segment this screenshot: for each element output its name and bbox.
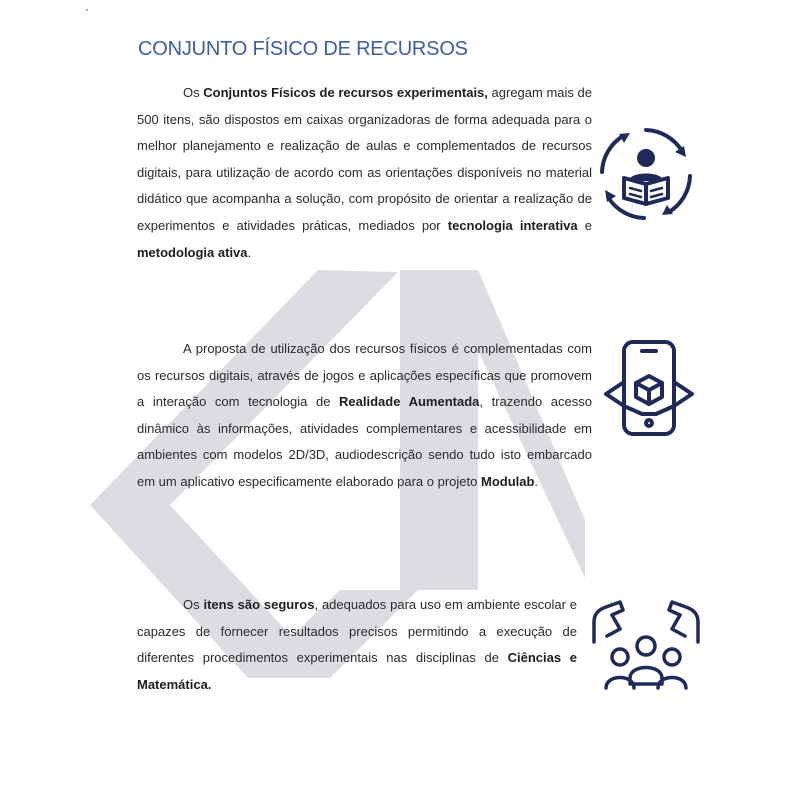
- reading-person-cycle-icon: [596, 124, 696, 224]
- paragraph-augmented-reality: A proposta de utilização dos recursos físicos é complementadas com os recursos digitais, através de jogos e aplicações específicas que promovem a interação com tecnologia de Realidade Aumentada, trazendo acesso dinâmico às informações, atividades complementares e acessibilidade em ambientes com modelos 2D/3D, audiodescrição sendo tudo isto embarcado em um aplicativo especificamente elaborado para o projeto Modulab.: [137, 341, 592, 489]
- caring-hands-people-icon: [590, 598, 702, 692]
- paragraph-safe-items: Os itens são seguros, adequados para uso em ambiente escolar e capazes de fornecer resultados precisos permitindo a execução de diferentes procedimentos experimentais nas disciplinas de Ciências e Matemática.: [137, 597, 578, 692]
- augmented-reality-phone-icon: [602, 338, 696, 442]
- paragraph-physical-sets: Os Conjuntos Físicos de recursos experimentais, agregam mais de 500 itens, são dispostos em caixas organizadoras de forma adequada para o melhor planejamento e realização de aulas e complementados de recursos digitais, para utilização de acordo com as orientações disponíveis no material didático que acompanha a solução, com propósito de orientar a realização de experimentos e atividades práticas, mediados por tecnologia interativa e metodologia ativa.: [137, 85, 593, 260]
- page-mark: [86, 9, 88, 11]
- page-title: CONJUNTO FÍSICO DE RECURSOS: [138, 38, 468, 60]
